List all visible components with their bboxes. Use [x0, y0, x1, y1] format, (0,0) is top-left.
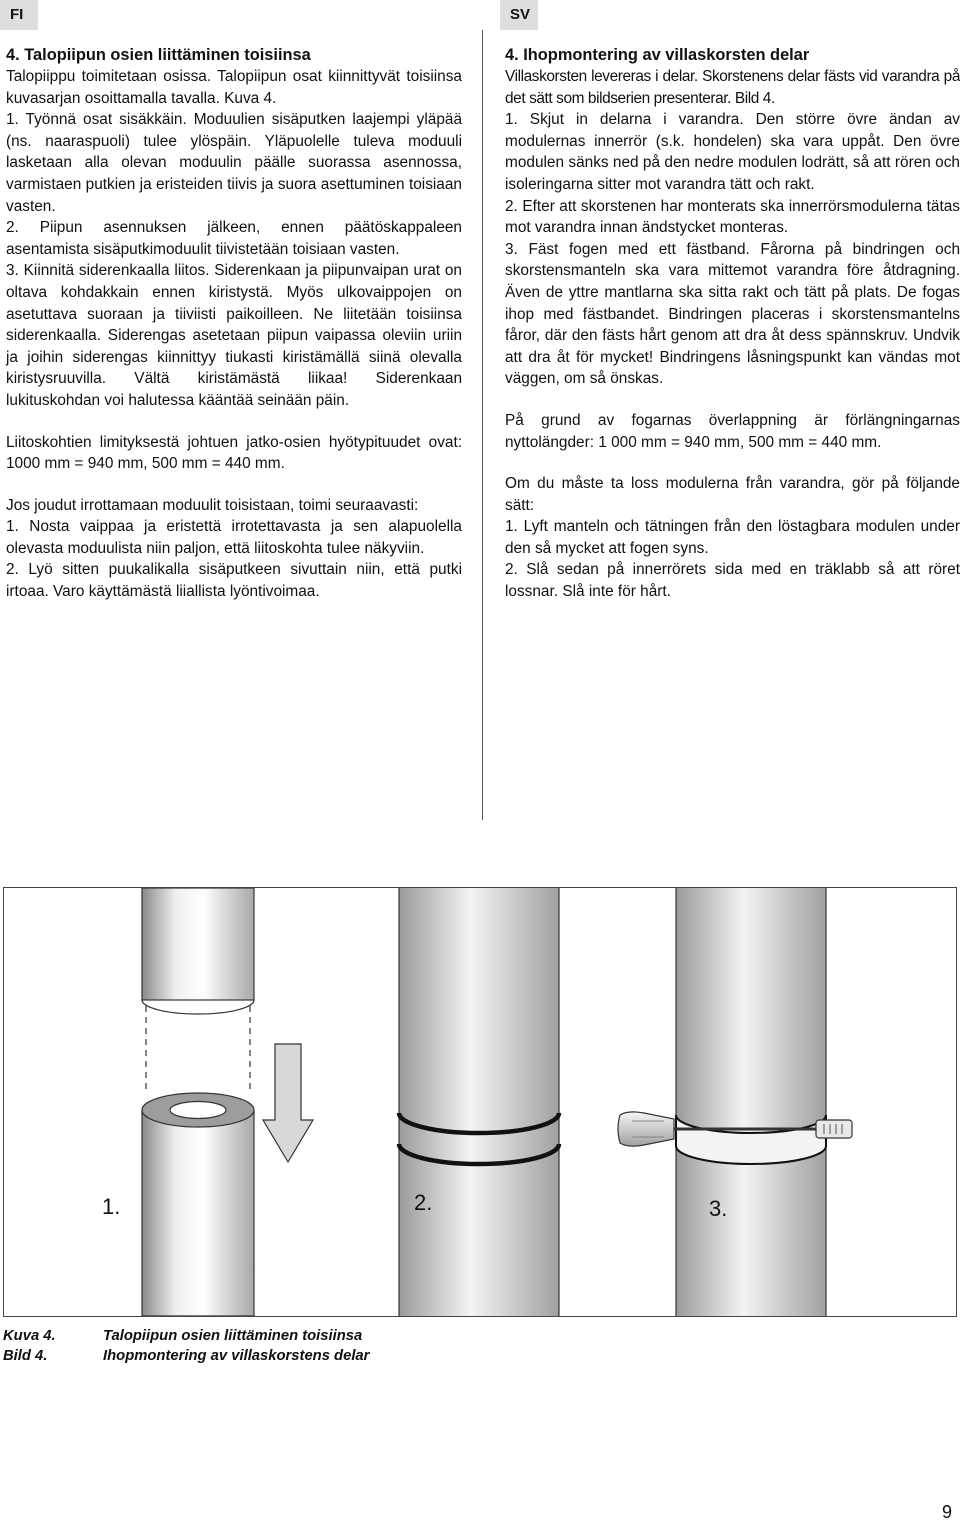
paragraph-sv-step1: 1. Skjut in delarna i varandra. Den större övre ändan av modulernas innerrör (s.k. hondelen) ska vara uppåt. Den övre modulen sänks ned på den nedre modulen lodrätt, så att rören och isoleringarna sitter mot varandra tätt och rakt.	[505, 111, 960, 193]
step1-label: 1.	[102, 1194, 121, 1219]
screwdriver-handle	[618, 1112, 674, 1146]
paragraph-sv-step2: 2. Efter att skorstenen har monterats ska innerrörsmodulerna tätas mot varandra innan ändstycket monteras.	[505, 197, 960, 237]
paragraph-fi-step2: 2. Piipun asennuksen jälkeen, ennen päätöskappaleen asentamista sisäputkimoduulit tiivistetään toisiaan vasten.	[6, 219, 462, 258]
section-heading-sv: 4. Ihopmontering av villaskorsten delar	[505, 46, 810, 64]
down-arrow-illustration	[263, 1044, 313, 1162]
language-tag-fi: FI	[0, 0, 38, 30]
page-number: 9	[941, 1502, 952, 1522]
paragraph-sv-detach-step2: 2. Slå sedan på innerrörets sida med en träklabb så att röret lossnar. Slå inte för hårt.	[505, 561, 960, 601]
section-heading-fi: 4. Talopiipun osien liittäminen toisiinsa	[6, 46, 311, 64]
assembly-figure	[3, 887, 957, 1317]
paragraph-sv-detach-intro: Om du måste ta loss modulerna från varandra, gör på följande sätt:	[505, 475, 960, 514]
paragraph-sv-detach-step1: 1. Lyft manteln och tätningen från den löstagbara modulen under den så mycket att fogen syns.	[505, 518, 960, 557]
paragraph-fi-step1: 1. Työnnä osat sisäkkäin. Moduulien sisäputken laajempi yläpää (ns. naaraspuoli) tulee ylöspäin. Yläpuolelle tuleva moduuli lasketaan alla olevan moduulin päälle suorassa asennossa, varmistaen putkien ja eristeiden tiivis ja suora asettuminen toisiaan vasten.	[6, 111, 462, 215]
paragraph-fi-detach-step2: 2. Lyö sitten puukalikalla sisäputkeen sivuttain niin, että putki irtoaa. Varo käyttämästä liiallista lyöntivoimaa.	[6, 561, 462, 601]
step1-inner-tube-opening	[170, 1102, 226, 1119]
caption-text-sv: Ihopmontering av villaskorstens delar	[103, 1348, 370, 1364]
step2-pipe-upper-body	[399, 888, 559, 1008]
step1-modules-illustration	[142, 888, 254, 1316]
step1-lower-module	[142, 1110, 254, 1316]
paragraph-fi-step3: 3. Kiinnitä siderenkaalla liitos. Siderenkaan ja piipunvaipan urat on oltava kohdakkain ennen kiristystä. Myös ulkovaippojen on asetuttava suoraan ja tiiviisti paikoilleen. Ne liitetään toisiinsa siderenkaalla. Siderengas asetetaan piipun vaipassa oleviin uriin ja joihin siderengas kiinnittyy tiukasti kiristämällä siinä olevalla kiristysruuvilla. Vältä kiristämästä liikaa! Siderenkaan lukituskohdan voi halutessa kääntää seinään päin.	[6, 262, 462, 409]
step3-label: 3.	[709, 1196, 728, 1221]
down-arrow	[263, 1044, 313, 1162]
language-tag-sv: SV	[500, 0, 538, 30]
finnish-column	[6, 44, 462, 603]
step2-label: 2.	[414, 1190, 433, 1215]
paragraph-fi-intro: Talopiippu toimitetaan osissa. Talopiipun osat kiinnittyvät toisiinsa kuvasarjan osoittamalla tavalla. Kuva 4.	[6, 68, 462, 107]
caption-text-fi: Talopiipun osien liittäminen toisiinsa	[103, 1328, 363, 1344]
column-divider	[482, 30, 483, 820]
figure-caption-fi	[3, 1326, 362, 1346]
step1-upper-module	[142, 888, 254, 1000]
paragraph-fi-lengths: Liitoskohtien limityksestä johtuen jatko-osien hyötypituudet ovat: 1000 mm = 940 mm, 500 mm = 440 mm.	[6, 433, 462, 473]
paragraph-sv-step3: 3. Fäst fogen med ett fästband. Fårorna på bindringen och skorstensmanteln ska vara mittemot varandra före åtdragning. Även de yttre mantlarna ska sitta rakt och tätt på plats. De fogas ihop med fästbandet. Bindringen placeras i skorstensmantelns fåror, där den fästs hårt genom att dra åt dess spännskruv. Undvik att dra åt för mycket! Bindringens låsningspunkt kan vändas mot väggen, om så önskas.	[505, 240, 960, 388]
step3-pipe-body	[676, 888, 826, 1316]
caption-label-sv: Bild 4.	[3, 1348, 48, 1364]
figure-caption-sv	[3, 1346, 369, 1366]
step1-upper-module-bottom-edge	[142, 1000, 254, 1014]
step3-clamp-screw-housing	[816, 1120, 852, 1138]
swedish-column	[505, 44, 960, 603]
assembly-illustration	[4, 888, 956, 1316]
paragraph-sv-intro: Villaskorsten levereras i delar. Skorstenens delar fästs vid varandra på det sätt som bildserien presenterar. Bild 4.	[505, 68, 960, 107]
step3-clamp-illustration	[618, 888, 852, 1316]
paragraph-fi-detach-step1: 1. Nosta vaippaa ja eristettä irrotettavasta ja sen alapuolella olevasta moduulista niin paljon, että liitoskohta tulee näkyviin.	[6, 518, 462, 557]
step2-joined-pipe-illustration	[399, 888, 559, 1316]
paragraph-sv-lengths: På grund av fogarnas överlappning är förlängningarnas nyttolängder: 1 000 mm = 940 mm, 500 mm = 440 mm.	[505, 411, 960, 451]
caption-label-fi: Kuva 4.	[3, 1328, 56, 1344]
paragraph-fi-detach-intro: Jos joudut irrottamaan moduulit toisistaan, toimi seuraavasti:	[6, 496, 419, 514]
